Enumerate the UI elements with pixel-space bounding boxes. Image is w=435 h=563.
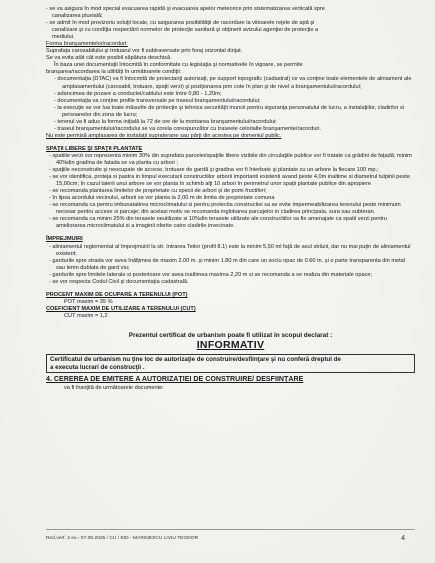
section-4-sub: va fi însoţită de următoarele documente: <box>64 384 164 391</box>
intro-line: canalizarea pluvială; <box>52 13 103 20</box>
bransamente-line: Suprafaţa carosabilului şi trotuarul vor fi subtraversate prin foraj orizontal dirijat. <box>46 48 243 55</box>
intro-block <box>46 6 415 41</box>
footer-divider <box>46 529 415 530</box>
disclaimer-line: Certificatul de urbanism nu ţine loc de autorizaţie de construire/desfiinţare şi nu conferă dreptul de <box>50 356 341 364</box>
page-number: 4 <box>401 535 405 542</box>
cut-heading: COEFICIENT MAXIM DE UTILIZARE A TERENULUI (CUT) <box>46 305 196 312</box>
pot-heading: PROCENT MAXIM DE OCUPARE A TERENULUI (POT) <box>46 291 188 298</box>
intro-line: - se admit în mod provizoriu soluţii locale, cu asigurarea posibilităţii de racordare la viitoarele reţele de apă şi <box>46 20 315 27</box>
spatii-item: - în lipsa acordului vecinului, arborii se vor planta la 2,00 m de limita de proprietate comuna <box>49 195 275 202</box>
indicatori-section <box>46 292 415 320</box>
bransamente-section <box>46 41 415 140</box>
imprejmuiri-item: - gardurile spre strada vor avea înălţimea de maxim 2.00 m. şi minim 1.80 m din care un soclu opac de 0.60 m. şi o parte transparenta din metal sau lemn dublata de gard viu; <box>49 257 406 271</box>
bransamente-item: - traseul branşamentului/racordului se va corela corespunzător cu traseele celorlalte branşamente/racorduri. <box>54 125 322 132</box>
pot-value: POT maxim = 35 % <box>64 298 113 305</box>
spatii-item: - spatiile verzi vor reprezenta minim 30% din suprafata parcelei/spaţiile libere vizibile din circulaţiile publice vor fi tratate ca grădini de faţadă; minim 40%din gradina de fatada se va planta cu arbori ; <box>49 152 412 166</box>
section-4-heading: 4. CEREREA DE EMITERE A AUTORIZAŢIEI DE CONSTRUIRE/ DESFIINŢARE <box>46 375 304 384</box>
section-4 <box>46 375 415 391</box>
bransamente-line: Se va evita atât cât este posibil săpătura deschisă. <box>46 55 172 62</box>
page-footer <box>46 535 405 542</box>
imprejmuiri-item: - aliniamentul reglementat al împrejmuirii la str. Intrarea Teilor (profil 8.1) este la minim 5,50 ml faţă de axul străzii, dar nu mai puţin de aliniamentul existent; <box>49 243 411 257</box>
imprejmuiri-item: - gardurile spre limitele laterale si posterioare vor avea inaltimea maxima 2,20 m si se recomanda a se realiza din materiale opace; <box>49 271 373 278</box>
spatii-heading: SPAŢII LIBERE ŞI SPAŢII PLANTATE <box>46 145 143 152</box>
spatii-section <box>46 146 415 231</box>
bransamente-item: - adancimea de pozare a conductei/cablului este între 0,80 - 1,20m; <box>54 90 222 97</box>
spatii-item: - se recomanda plantarea limitelor de proprietate cu specii de arbori şi de pomi fructiferi; <box>49 188 267 195</box>
bransamente-item: - documentaţia (DTAC) va fi întocmită de proiectanţi autorizaţi, pe support topografic (cadastral) ce va conţine toate elementele de aliniament ale amplasamentului (carosabil, trotuare, spaţii verzi) şi poziţionarea prin cote în plan şi de nivel a branşamentului/racordului; <box>54 76 412 90</box>
bransamente-note: Nu este permisă amplasarea de instalaţii supraterane sau părţi din acestea pe domeniul public. <box>46 132 282 139</box>
footer-reference: Red.verf. 2 ex.- 07.08.2025 / CU / EID - MARINESCU LIVIU TEODOR <box>46 536 199 541</box>
bransamente-line: branşarea/racordarea la utilităţi în următoarele condiţii: <box>46 69 182 76</box>
bransamente-line: În baza unei documentaţii întocmită în conformitate cu legislaţia şi normativele în vigoare, se permite <box>54 62 303 69</box>
imprejmuiri-section <box>46 236 415 285</box>
certificat-disclaimer-box <box>46 354 415 373</box>
spatii-item: - se vor identifica, proteja si pastra in timpul executarii constructiilor arborii importanti existenti avand peste 4,0m inaltime si diametrul tulpinii peste 15,00cm; în cazul taierii unui arbore se vor planta în schimb alţi 10 arbori în perimetrul unor spaţii plantate publice din apropiere <box>49 174 410 188</box>
spatii-item: - spaţiile neconstruite şi neocupate de accese, trotuare de gardă şi gradina vor fi înierbate şi plantate cu un arbore la fiecare 100 mp.; <box>49 167 379 174</box>
bransamente-item: - documentaţia va conţine profile transversale pe traseul branşamentului/racordului; <box>54 97 261 104</box>
intro-line: mediului. <box>52 34 75 41</box>
imprejmuiri-item: - se vor respecta Codul Civil şi documentaţia cadastrală. <box>49 278 189 285</box>
spatii-item: - se recomanda ca pentru imbunatatirea microclimatului si pentru protectia constructiei sa se evite impermeabilizarea terenului peste minimum necesar pentru accese si parcaje; din acelasi motiv se recomanda inglobarea parcajelor in cladirea principala, sura sau subteran. <box>49 202 401 216</box>
intro-line: canalizare şi cu condiţia respectării normelor de protecţie sanitară şi obţinerii avizului agenţiei de protecţie a <box>52 27 319 34</box>
certificat-heading: Prezentul certificat de urbanism poate fi utilizat în scopul declarat : <box>128 331 333 339</box>
cut-value: CUT maxim = 1,2 <box>64 312 108 319</box>
certificat-purpose: INFORMATIV <box>196 339 265 352</box>
bransamente-item: - la execuţie se vor lua toate măsurile de protecţie şi tehnica securităţii muncii pentru siguranţa personalului de lucru, a instalaţiilor, cladirilor si persoanelor din zona de lucru; <box>54 104 405 118</box>
certificat-section <box>46 332 415 373</box>
bransamente-item: - terenul va fi adus la forma iniţială la 72 de ore de la montarea branşamentului/racordului; <box>54 118 277 125</box>
intro-line: - se va asigura în mod special evacuarea rapidă şi evacuarea apelor meteorice prin sistematizarea verticală spre <box>46 6 325 12</box>
imprejmuiri-heading: ÎMPREJMUIRI <box>46 236 83 243</box>
spatii-item: - se recomanda ca minim 25% din terasele neutilizate si 10%din terasele utilizate ale constructiilor sa fie amenajate ca spatii verzi pentru ameliorarea microclimatului si a imaginii oferite catre cladirile invecinate. <box>49 216 387 230</box>
bransamente-heading: Forma branşamentelor/racorduri: <box>46 41 128 48</box>
disclaimer-line: a executa lucrari de construcţii . <box>50 363 145 371</box>
